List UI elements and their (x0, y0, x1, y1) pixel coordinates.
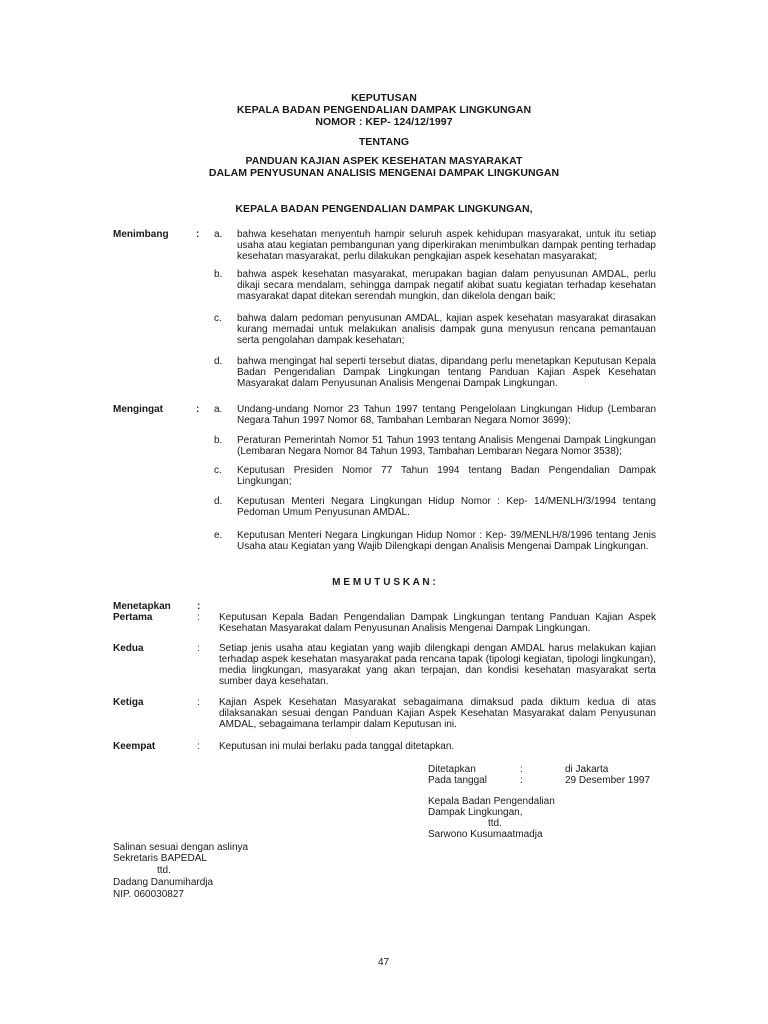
item-text: Peraturan Pemerintah Nomor 51 Tahun 1993 tentang Analisis Mengenai Dampak Lingkungan (Lembaran Negara Nomor 84 Tahun 1993, Tambahan Lembaran Negara Nomor 3538); (237, 435, 656, 457)
signatory-title-2: Dampak Lingkungan, (428, 807, 523, 818)
menetapkan-label: Menetapkan (113, 601, 171, 612)
ketiga-colon: : (197, 697, 200, 708)
item-text: bahwa kesehatan menyentuh hampir seluruh aspek kehidupan masyarakat, untuk itu setiap usaha atau kegiatan pembangunan yang diperkirakan menimbulkan dampak penting terhadap kesehatan masyarakat, perlu dilakukan pengkajian aspek kesehatan masyarakat; (237, 229, 656, 262)
menimbang-colon: : (196, 229, 200, 240)
item-letter: d. (214, 496, 223, 507)
ditetapkan-place: di Jakarta (565, 764, 609, 775)
signatory-ttd: ttd. (488, 818, 502, 829)
keempat-text: Keputusan ini mulai berlaku pada tanggal ditetapkan. (219, 741, 455, 752)
salinan-ttd: ttd. (157, 865, 171, 876)
kedua-text: Setiap jenis usaha atau kegiatan yang wajib dilengkapi dengan AMDAL harus melakukan kajian terhadap aspek kesehatan masyarakat pada rencana tapak (tipologi kegiatan, tipologi lingkungan), media lingkungan, masyarakat yang akan terpajan, dan kondisi kesehatan masyarakat serta sumber daya kesehatan. (219, 643, 656, 687)
ketiga-label: Ketiga (113, 697, 144, 708)
signatory-name: Sarwono Kusumaatmadja (428, 829, 543, 840)
pertama-label: Pertama (113, 612, 153, 623)
salinan-line-2: Sekretaris BAPEDAL (113, 853, 207, 864)
tentang-heading: TENTANG (358, 136, 410, 148)
menimbang-label: Menimbang (113, 229, 169, 240)
item-text: bahwa mengingat hal seperti tersebut diatas, dipandang perlu menetapkan Keputusan Kepala Badan Pengendalian Dampak Lingkungan tentang Panduan Kajian Aspek Kesehatan Masyarakat dalam Penyusunan Analisis Mengenai Dampak Lingkungan. (237, 356, 656, 389)
item-text: Keputusan Menteri Negara Lingkungan Hidup Nomor : Kep- 14/MENLH/3/1994 tentang Pedoman Umum Penyusunan AMDAL. (237, 496, 656, 518)
subject-line-2: DALAM PENYUSUNAN ANALISIS MENGENAI DAMPAK LINGKUNGAN (208, 167, 560, 179)
item-letter: c. (214, 465, 222, 476)
decree-issuer-title: KEPALA BADAN PENGENDALIAN DAMPAK LINGKUNGAN (236, 104, 532, 116)
salinan-nip: NIP. 060030827 (113, 889, 184, 900)
keempat-colon: : (197, 741, 200, 752)
item-letter: a. (214, 404, 223, 415)
ketiga-text: Kajian Aspek Kesehatan Masyarakat sebagaimana dimaksud pada diktum kedua di atas dilaksanakan sesuai dengan Panduan Kajian Aspek Kesehatan Masyarakat dalam Penyusunan AMDAL, sebagaimana terlampir dalam Keputusan ini. (219, 697, 656, 730)
menetapkan-colon: : (197, 601, 201, 612)
item-letter: a. (214, 229, 223, 240)
mengingat-label: Mengingat (113, 404, 163, 415)
decree-title: KEPUTUSAN (351, 92, 417, 104)
kedua-colon: : (197, 643, 200, 654)
keempat-label: Keempat (113, 741, 156, 752)
item-letter: c. (214, 313, 222, 324)
ditetapkan-label: Ditetapkan (428, 764, 476, 775)
ditetapkan-colon: : (520, 764, 523, 775)
pertama-text: Keputusan Kepala Badan Pengendalian Dampak Lingkungan tentang Panduan Kajian Aspek Kesehatan Masyarakat dalam Penyusunan Analisis Mengenai Dampak Lingkungan. (219, 612, 656, 634)
item-letter: d. (214, 356, 223, 367)
pada-tanggal-label: Pada tanggal (428, 775, 487, 786)
item-text: bahwa aspek kesehatan masyarakat, merupakan bagian dalam penyusunan AMDAL, perlu dikaji secara mendalam, sehingga dampak negatif akibat suatu kegiatan terhadap kesehatan masyarakat dapat ditekan serendah mungkin, dan dikelola dengan baik; (237, 269, 656, 302)
memutuskan-heading: M E M U T U S K A N : (332, 577, 436, 588)
item-text: Keputusan Menteri Negara Lingkungan Hidup Nomor : Kep- 39/MENLH/8/1996 tentang Jenis Usaha atau Kegiatan yang Wajib Dilengkapi dengan Analisis Mengenai Dampak Lingkungan. (237, 530, 656, 552)
item-letter: b. (214, 435, 223, 446)
pada-tanggal-date: 29 Desember 1997 (565, 775, 651, 786)
salinan-line-1: Salinan sesuai dengan aslinya (113, 842, 249, 853)
item-text: Keputusan Presiden Nomor 77 Tahun 1994 tentang Badan Pengendalian Dampak Lingkungan; (237, 465, 656, 487)
item-letter: e. (214, 530, 223, 541)
item-letter: b. (214, 269, 223, 280)
kedua-label: Kedua (113, 643, 144, 654)
salinan-name: Dadang Danumihardja (113, 877, 214, 888)
item-text: Undang-undang Nomor 23 Tahun 1997 tentang Pengelolaan Lingkungan Hidup (Lembaran Negara Tahun 1997 Nomor 68, Tambahan Lembaran Negara Nomor 3699); (237, 404, 656, 426)
issuer-heading: KEPALA BADAN PENGENDALIAN DAMPAK LINGKUNGAN, (235, 203, 533, 215)
mengingat-colon: : (196, 404, 200, 415)
signatory-title-1: Kepala Badan Pengendalian (428, 796, 555, 807)
decree-number: NOMOR : KEP- 124/12/1997 (315, 116, 453, 128)
pada-tanggal-colon: : (520, 775, 523, 786)
page-number: 47 (378, 957, 390, 968)
item-text: bahwa dalam pedoman penyusunan AMDAL, kajian aspek kesehatan masyarakat dirasakan kurang memadai untuk melakukan analisis dampak guna menyusun rencana pemantauan serta pengolahan dampak kesehatan; (237, 313, 656, 346)
subject-line-1: PANDUAN KAJIAN ASPEK KESEHATAN MASYARAKAT (245, 155, 523, 167)
pertama-colon: : (197, 612, 200, 623)
